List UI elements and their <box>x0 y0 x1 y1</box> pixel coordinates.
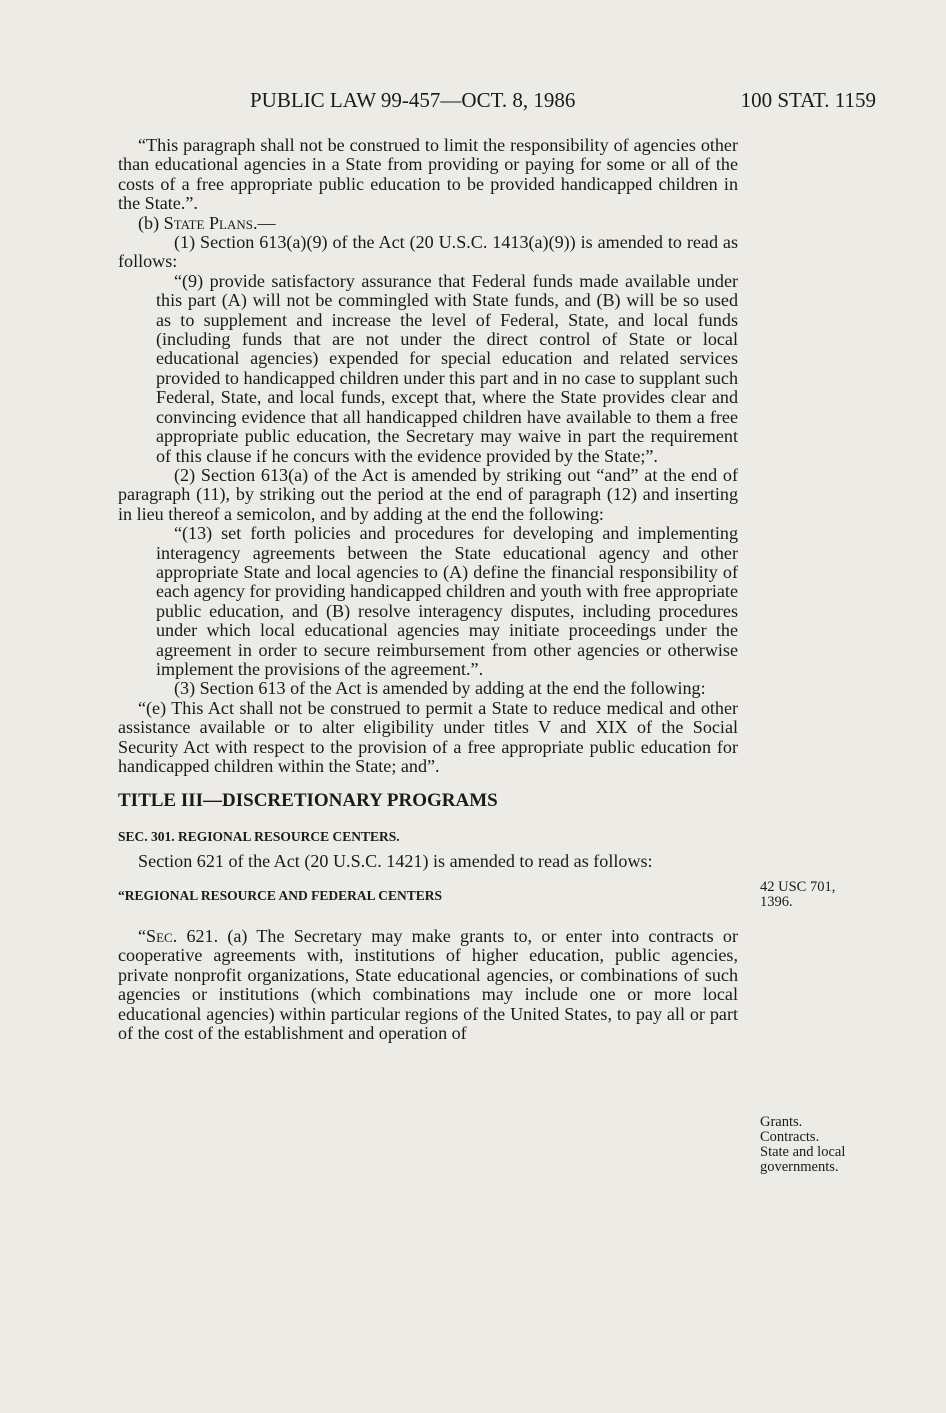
margin-note-line: 42 USC 701, <box>760 879 836 895</box>
title-iii-heading: TITLE III—DISCRETIONARY PROGRAMS <box>118 790 498 812</box>
section-621-intro: Section 621 of the Act (20 U.S.C. 1421) is amended to read as follows: <box>138 851 653 872</box>
running-title: PUBLIC LAW 99-457—OCT. 8, 1986 <box>250 88 576 112</box>
section-301-heading: SEC. 301. REGIONAL RESOURCE CENTERS. <box>118 828 400 844</box>
page-header <box>0 88 946 118</box>
margin-note-grants <box>760 1115 845 1175</box>
quoted-paragraph-13: “(13) set forth policies and procedures for developing and implementing interagency agreements between the State educational agency and other appropriate State and local agencies to (A) define the financial responsibility of each agency for providing handicapped children and youth with free appropriate public education, and (B) resolve interagency disputes, including procedures under which local educational agencies may initiate proceedings under the agreement in order to secure reimbursement from other agencies or otherwise implement the provisions of the agreement.”. <box>156 523 738 679</box>
subsection-b-heading <box>118 214 738 233</box>
section-621a-paragraph <box>118 927 738 1043</box>
regional-resource-heading: “REGIONAL RESOURCE AND FEDERAL CENTERS <box>118 887 443 903</box>
paragraph-b2: (2) Section 613(a) of the Act is amended by striking out “and” at the end of paragraph (11), by striking out the period at the end of paragraph (12) and inserting in lieu thereof a semicolon, and by adding at the end the following: <box>118 464 738 524</box>
margin-note-line: Contracts. <box>760 1129 820 1145</box>
stat-page-number: 100 STAT. 1159 <box>740 88 876 112</box>
paragraph-b1: (1) Section 613(a)(9) of the Act (20 U.S.C. 1413(a)(9)) is amended to read as follows: <box>118 232 738 272</box>
margin-note-line: State and local <box>760 1144 846 1160</box>
quoted-subsection-e: “(e) This Act shall not be construed to permit a State to reduce medical and other assistance available or to alter eligibility under titles V and XIX of the Social Security Act with respect to the provision of a free appropriate public education for handicapped children within the State; and”. <box>118 697 738 776</box>
margin-note-line: governments. <box>760 1159 839 1175</box>
margin-note-usc <box>760 880 835 910</box>
subsection-b-number: (b) <box>138 212 160 233</box>
body-text <box>118 136 738 1043</box>
sec-prefix: “Sec. <box>138 926 178 947</box>
quoted-paragraph-9: “(9) provide satisfactory assurance that Federal funds made available under this part (A) will not be commingled with State funds, and (B) will be so used as to supplement and increase the level of Federal, State, and local funds (including funds that are not under the direct control of State or local educational agencies) expended for special education and related services provided to handicapped children under this part and in no case to supplant such Federal, State, and local funds, except that, where the State provides clear and convincing evidence that all handicapped children have available to them a free appropriate public education, the Secretary may waive in part the requirement of this clause if he concurs with the evidence provided by the State;”. <box>156 270 738 466</box>
subsection-b-title: State Plans.— <box>163 212 276 233</box>
section-621a-text: 621. (a) The Secretary may make grants to, or enter into contracts or cooperative agreements with, institutions of higher education, public agencies, private nonprofit organizations, State educational agencies, or combinations of such agencies or institutions (which combinations may include one or more local educational agencies) within particular regions of the United States, to pay all or part of the cost of the establishment and operation of <box>118 926 738 1044</box>
paragraph-b3: (3) Section 613 of the Act is amended by adding at the end the following: <box>174 678 706 699</box>
margin-note-line: Grants. <box>760 1114 803 1130</box>
margin-note-line: 1396. <box>760 894 793 910</box>
paragraph-construction-limit: “This paragraph shall not be construed to limit the responsibility of agencies other than educational agencies in a State from providing or paying for some or all of the costs of a free appropriate public education to be provided handicapped children in the State.”. <box>118 135 738 214</box>
